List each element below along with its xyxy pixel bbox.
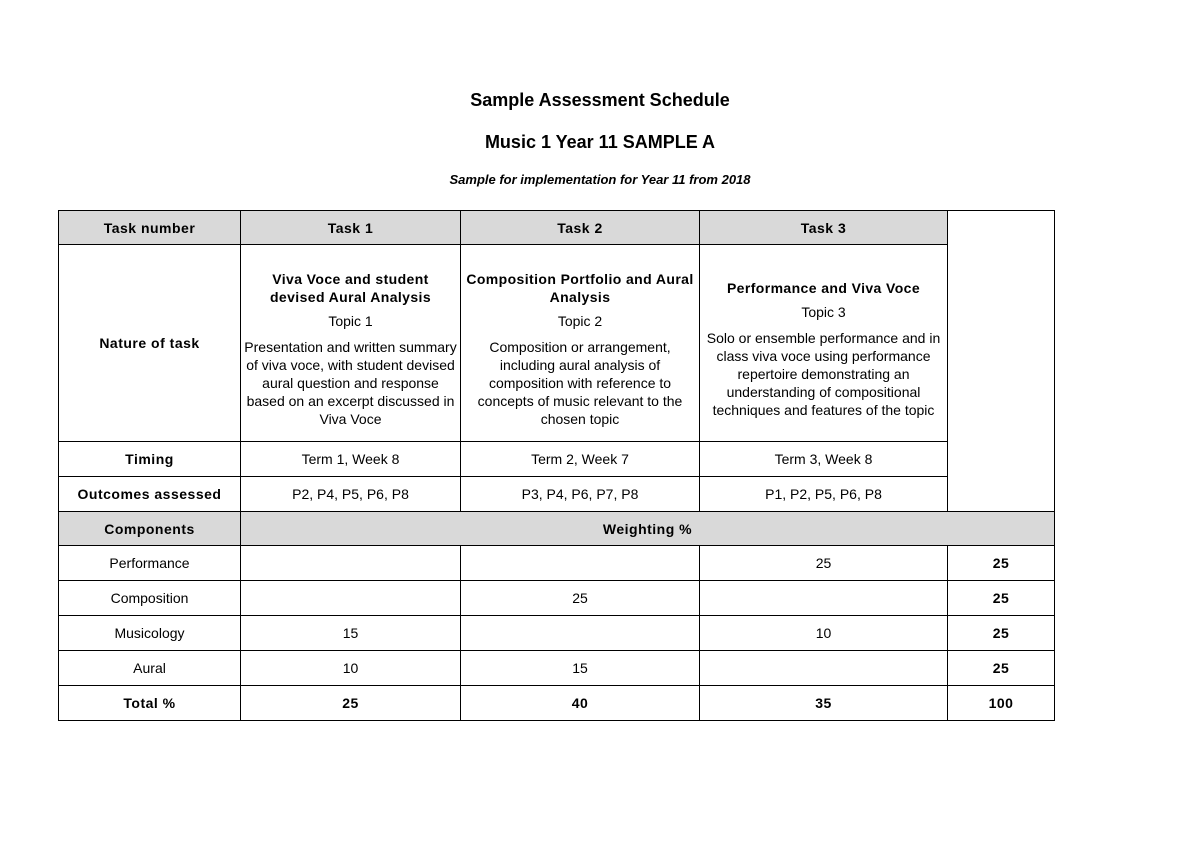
page-subtitle: Music 1 Year 11 SAMPLE A [484, 132, 716, 152]
components-header: Components [59, 512, 241, 546]
task-1-nature [241, 245, 461, 442]
components-header-row [59, 512, 1055, 546]
task-3-outcomes: P1, P2, P5, P6, P8 [700, 477, 948, 512]
task-3-total: 35 [700, 686, 948, 721]
task-number-header: Task number [59, 211, 241, 245]
task-2-nature [461, 245, 700, 442]
table-row [59, 581, 1055, 616]
task-1-description: Presentation and written summary of viva voce, with student devised aural question and response based on an excerpt discussed in Viva Voce [244, 339, 457, 427]
page-title: Sample Assessment Schedule [470, 90, 730, 110]
task-1-weight: 10 [241, 651, 461, 686]
task-1-nature-title: Viva Voce and student devised Aural Analysis [269, 271, 432, 305]
task-3-weight [700, 581, 948, 616]
task-1-topic: Topic 1 [328, 313, 373, 329]
component-total: 25 [948, 651, 1055, 686]
task-3-weight [700, 651, 948, 686]
task-2-topic: Topic 2 [557, 313, 603, 329]
page-note: Sample for implementation for Year 11 from 2018 [449, 172, 751, 187]
outcomes-label: Outcomes assessed [59, 477, 241, 512]
weighting-header: Weighting % [241, 512, 1055, 546]
outcomes-row [59, 477, 1055, 512]
component-total: 25 [948, 616, 1055, 651]
task-2-timing: Term 2, Week 7 [461, 442, 700, 477]
task-1-weight [241, 546, 461, 581]
nature-label: Nature of task [59, 245, 241, 442]
task-3-nature [700, 245, 948, 442]
task-2-outcomes: P3, P4, P6, P7, P8 [461, 477, 700, 512]
task-header-row [59, 211, 1055, 245]
task-3-timing: Term 3, Week 8 [700, 442, 948, 477]
task-2-header: Task 2 [461, 211, 700, 245]
timing-label: Timing [59, 442, 241, 477]
task-1-weight [241, 581, 461, 616]
task-1-outcomes: P2, P4, P5, P6, P8 [241, 477, 461, 512]
component-name: Musicology [59, 616, 241, 651]
component-total: 25 [948, 546, 1055, 581]
task-1-total: 25 [241, 686, 461, 721]
task-2-weight [461, 546, 700, 581]
component-total: 25 [948, 581, 1055, 616]
timing-row [59, 442, 1055, 477]
task-3-description: Solo or ensemble performance and in class viva voce using performance repertoire demonstrating an understanding of compositional techniques and features of the topic [706, 330, 941, 418]
task-2-total: 40 [461, 686, 700, 721]
table-row [59, 651, 1055, 686]
table-row [59, 616, 1055, 651]
grand-total: 100 [948, 686, 1055, 721]
component-name: Performance [59, 546, 241, 581]
task-1-weight: 15 [241, 616, 461, 651]
task-2-nature-title: Composition Portfolio and Aural Analysis [466, 271, 694, 305]
component-name: Aural [59, 651, 241, 686]
task-3-weight: 25 [700, 546, 948, 581]
total-label: Total % [59, 686, 241, 721]
task-2-weight: 25 [461, 581, 700, 616]
task-3-header: Task 3 [700, 211, 948, 245]
task-3-topic: Topic 3 [801, 304, 846, 320]
task-2-weight: 15 [461, 651, 700, 686]
task-3-weight: 10 [700, 616, 948, 651]
table-row [59, 546, 1055, 581]
task-2-weight [461, 616, 700, 651]
nature-row [59, 245, 1055, 442]
component-name: Composition [59, 581, 241, 616]
task-3-nature-title: Performance and Viva Voce [726, 280, 921, 296]
blank-total-cell [948, 211, 1055, 512]
assessment-schedule-table [58, 210, 1055, 721]
task-2-description: Composition or arrangement, including aural analysis of composition with reference to concepts of music relevant to the chosen topic [477, 339, 683, 427]
task-1-timing: Term 1, Week 8 [241, 442, 461, 477]
task-1-header: Task 1 [241, 211, 461, 245]
total-row [59, 686, 1055, 721]
